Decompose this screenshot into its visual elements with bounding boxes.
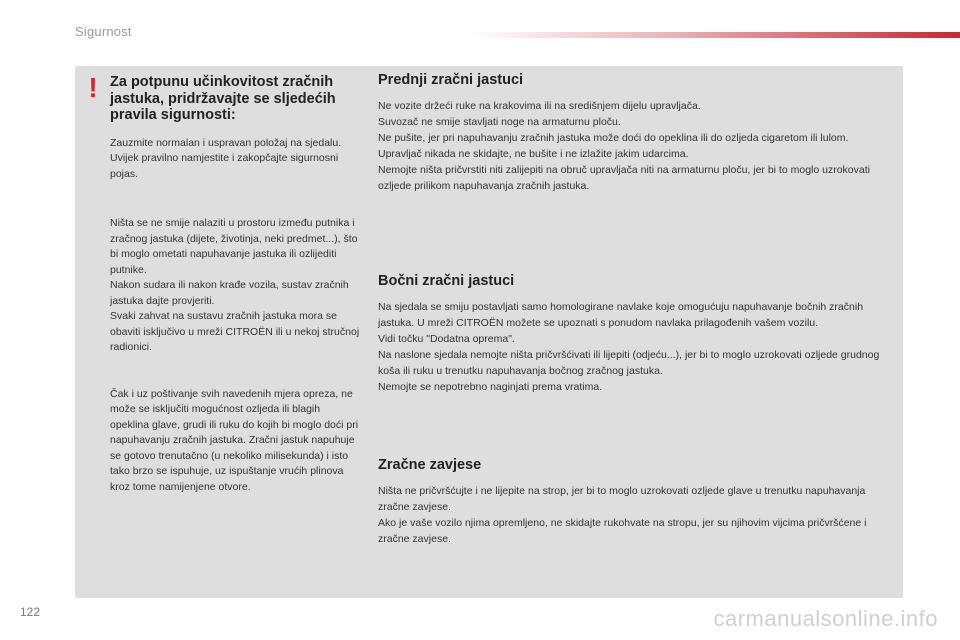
section-title: Prednji zračni jastuci <box>378 72 524 88</box>
section-title: Zračne zavjese <box>378 457 482 473</box>
section-title: Bočni zračni jastuci <box>378 273 515 289</box>
section-front-airbags <box>378 72 888 194</box>
warning-paragraph: Čak i uz poštivanje svih navedenih mjera opreza, ne može se isključiti mogućnost ozljeda ili blagih opeklina glave, grudi ili ruku do kojih bi moglo doći pri napuhavanju zračnih jastuka. Zračni jastuk napuhuje se gotovo trenutačno (u nekoliko milisekunda) i isto tako brzo se ispuhuje, uz ispuštanje vrućih plinova kroz tome namijenjene otvore. <box>110 387 359 493</box>
section-text: Ništa ne pričvršćujte i ne lijepite na strop, jer bi to moglo uzrokovati ozljede glave u trenutku napuhavanja zračne zavjese. Ako je vaše vozilo njima opremljeno, ne skidajte rukohvate na stropu, jer su njihovim vijcima pričvršćene i zračne zavjese. <box>378 485 867 545</box>
section-text: Ne vozite držeći ruke na krakovima ili na središnjem dijelu upravljača. Suvozač ne smije stavljati noge na armaturnu ploču. Ne pušite, jer pri napuhavanju zračnih jastuka može doći do opeklina ili do ozljeda cigaretom ili lulom. Upravljač nikada ne skidajte, ne bušite i ne izlažite jakim udarcima. Nemojte ništa pričvrstiti niti zalijepiti na obruč upravljača niti na armaturnu ploču, jer bi to moglo uzrokovati ozljede prilikom napuhavanja zračnih jastuka. <box>378 100 870 192</box>
section-side-airbags <box>378 273 888 395</box>
page-header-title: Sigurnost <box>75 24 132 39</box>
header-accent-bar <box>470 32 960 38</box>
section-curtain-airbags <box>378 457 888 547</box>
warning-paragraph: Zauzmite normalan i uspravan položaj na sjedalu. Uvijek pravilno namjestite i zakopčajte sigurnosni pojas. <box>110 136 342 180</box>
section-text: Na sjedala se smiju postavljati samo homologirane navlake koje omogućuju napuhavanje bočnih zračnih jastuka. U mreži CITROËN možete se upoznati s ponudom navlaka prilagođenih vašem vozilu. Vidi točku "Dodatna oprema". Na naslone sjedala nemojte ništa pričvršćivati ili lijepiti (odjeću...), jer bi to moglo uzrokovati ozljede grudnog koša ili ruku u trenutku napuhavanja bočnog zračnog jastuka. Nemojte se nepotrebno naginjati prema vratima. <box>378 301 880 393</box>
warning-column <box>110 74 360 495</box>
exclamation-icon: ! <box>88 72 98 103</box>
warning-paragraph: Ništa se ne smije nalaziti u prostoru između putnika i zračnog jastuka (dijete, životinja, neki predmet...), što bi moglo ometati napuhavanje jastuka ili ozlijediti putnike. Nakon sudara ili nakon krađe vozila, sustav zračnih jastuka dajte provjeriti. Svaki zahvat na sustavu zračnih jastuka mora se obaviti isključivo u mreži CITROËN ili u nekoj stručnoj radionici. <box>110 217 360 353</box>
warning-title: Za potpunu učinkovitost zračnih jastuka, pridržavajte se sljedećih pravila sigurnosti: <box>110 74 336 123</box>
watermark: carmanualsonline.info <box>713 606 938 631</box>
page-number: 122 <box>20 605 41 619</box>
